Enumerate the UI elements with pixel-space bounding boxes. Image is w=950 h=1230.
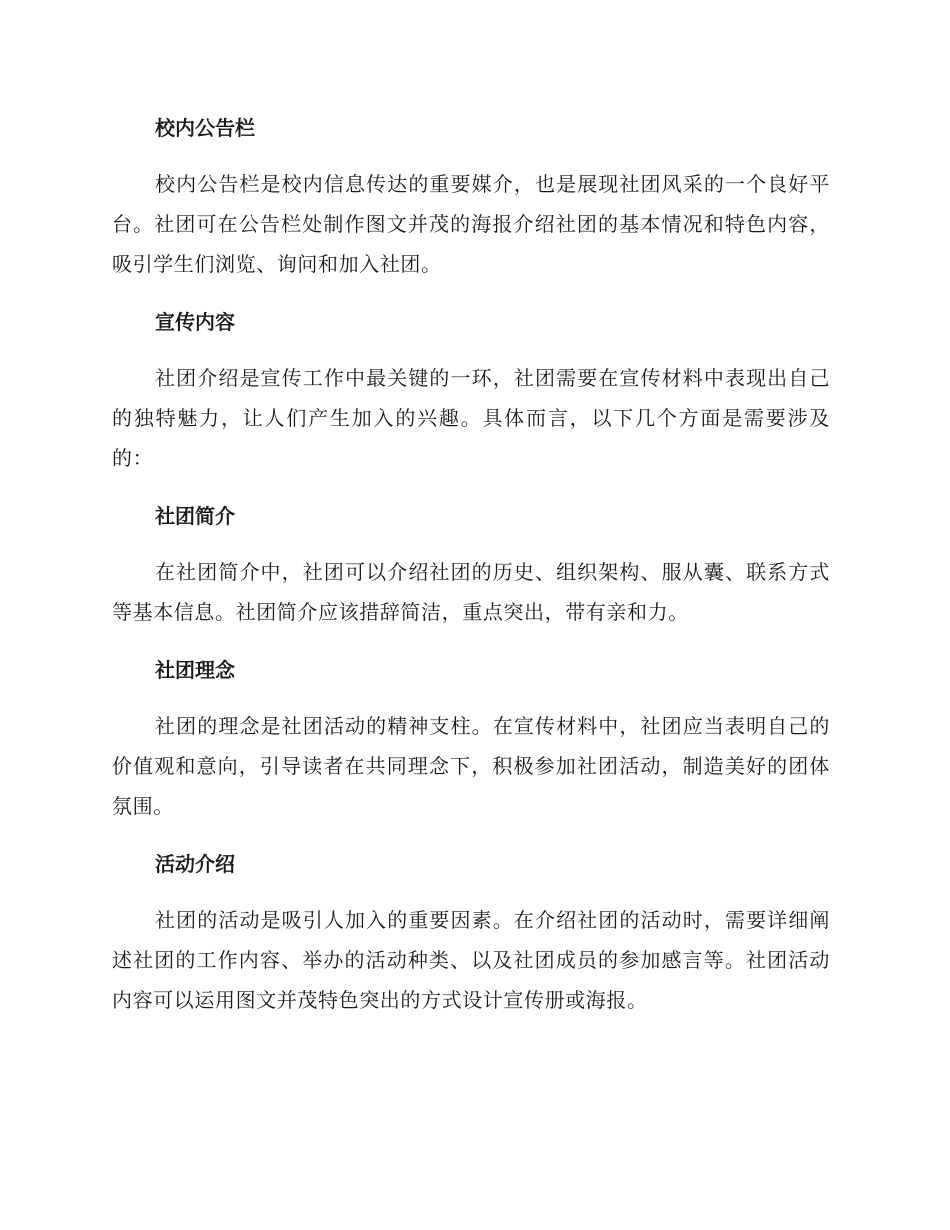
section-heading: 宣传内容 <box>155 310 235 334</box>
section-paragraph: 校内公告栏是校内信息传达的重要媒介，也是展现社团风采的一个良好平台。社团可在公告栏处制作图文并茂的海报介绍社团的基本情况和特色内容，吸引学生们浏览、询问和加入社团。 <box>112 172 830 276</box>
section-paragraph: 社团的理念是社团活动的精神支柱。在宣传材料中，社团应当表明自己的价值观和意向，引导读者在共同理念下，积极参加社团活动，制造美好的团体氛围。 <box>112 714 830 818</box>
section-bulletin-board <box>112 108 830 284</box>
section-club-philosophy <box>112 650 830 826</box>
section-promotion-content <box>112 302 830 478</box>
section-activity-intro <box>112 844 830 1020</box>
section-heading: 社团简介 <box>155 504 235 528</box>
document-page <box>112 108 830 1038</box>
section-heading: 校内公告栏 <box>155 116 255 140</box>
section-club-intro <box>112 496 830 632</box>
section-heading: 活动介绍 <box>155 852 235 876</box>
section-paragraph: 在社团简介中，社团可以介绍社团的历史、组织架构、服从囊、联系方式等基本信息。社团简介应该措辞简洁，重点突出，带有亲和力。 <box>112 560 830 624</box>
section-paragraph: 社团介绍是宣传工作中最关键的一环，社团需要在宣传材料中表现出自己的独特魅力，让人们产生加入的兴趣。具体而言，以下几个方面是需要涉及的： <box>112 366 830 470</box>
section-heading: 社团理念 <box>155 658 235 682</box>
section-paragraph: 社团的活动是吸引人加入的重要因素。在介绍社团的活动时，需要详细阐述社团的工作内容、举办的活动种类、以及社团成员的参加感言等。社团活动内容可以运用图文并茂特色突出的方式设计宣传册或海报。 <box>112 908 830 1012</box>
